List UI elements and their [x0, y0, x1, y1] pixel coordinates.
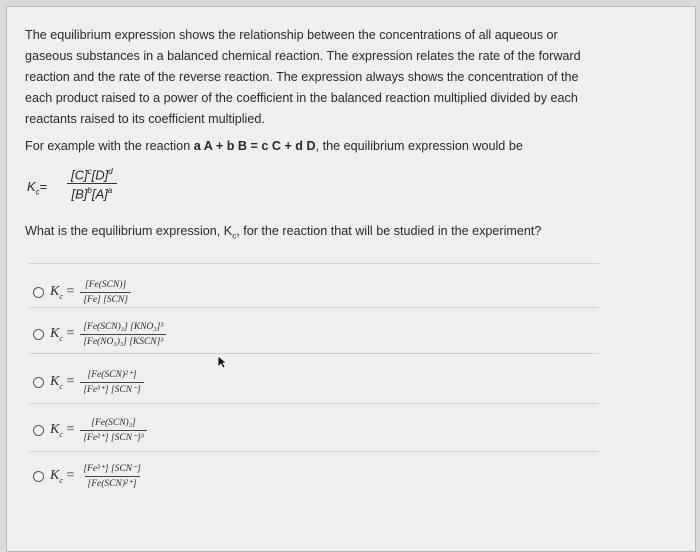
radio-button[interactable]	[33, 329, 44, 340]
option-kc-label: $K_c$ =	[50, 374, 75, 391]
example-sentence	[25, 136, 605, 156]
divider	[29, 307, 599, 308]
divider	[29, 263, 599, 264]
option-numerator: [Fe(SCN)₃] [KNO₃]³	[83, 322, 164, 332]
option-denominator: [Fe³⁺] [SCN⁻]	[80, 382, 143, 396]
option-fraction	[80, 417, 146, 444]
option-fraction	[80, 321, 166, 348]
option-fraction	[80, 463, 143, 490]
option-numerator: [Fe³⁺] [SCN⁻]	[83, 464, 141, 474]
answer-option-5[interactable]	[33, 463, 144, 490]
radio-button[interactable]	[33, 287, 44, 298]
divider	[29, 403, 599, 404]
option-kc-label: $K_c$ =	[50, 326, 75, 343]
option-kc-label: $K_c$ =	[50, 284, 75, 301]
option-numerator: [Fe(SCN)²⁺]	[87, 370, 137, 380]
radio-button[interactable]	[33, 425, 44, 436]
answer-option-4[interactable]	[33, 417, 147, 444]
example-numerator: $[C]^c[D]^d$	[71, 167, 113, 183]
radio-button[interactable]	[33, 377, 44, 388]
option-fraction	[80, 279, 131, 306]
answer-option-2[interactable]	[33, 321, 166, 348]
option-denominator: [Fe(NO₃)₃] [KSCN]³	[80, 334, 166, 348]
example-kc-label: $K_c=$	[27, 179, 48, 197]
radio-button[interactable]	[33, 471, 44, 482]
mouse-cursor-icon	[217, 355, 227, 369]
option-denominator: [Fe²⁺] [SCN⁻]³	[80, 430, 146, 444]
example-reaction: a A + b B = c C + d D	[193, 139, 316, 153]
example-denominator: $[B]^b[A]^a$	[67, 183, 117, 201]
answer-option-3[interactable]	[33, 369, 144, 396]
example-prefix: For example with the reaction	[25, 139, 194, 153]
question-prompt: What is the equilibrium expression, $K_c$, for the reaction that will be studied in the experiment?	[25, 224, 542, 241]
divider	[29, 353, 599, 354]
example-fraction	[67, 167, 117, 202]
option-kc-label: $K_c$ =	[50, 422, 75, 439]
option-fraction	[80, 369, 143, 396]
option-denominator: [Fe] [SCN]	[80, 292, 131, 306]
intro-paragraph: The equilibrium expression shows the relationship between the concentrations of all aqueous or gaseous substances in a balanced chemical reaction. The expression relates the rate of the forward reaction and the rate of the reverse reaction. The expression always shows the concentration of the each product raised to a power of the coefficient in the balanced reaction multiplied divided by each reactants raised to its coefficient multiplied.	[25, 28, 581, 126]
question-card	[6, 6, 696, 552]
option-denominator: [Fe(SCN)²⁺]	[85, 476, 140, 490]
divider	[29, 451, 599, 452]
option-kc-label: $K_c$ =	[50, 468, 75, 485]
answer-option-1[interactable]	[33, 279, 131, 306]
example-suffix: , the equilibrium expression would be	[315, 139, 523, 153]
option-numerator: [Fe(SCN)]	[85, 280, 127, 290]
option-numerator: [Fe(SCN)₃]	[91, 418, 136, 428]
